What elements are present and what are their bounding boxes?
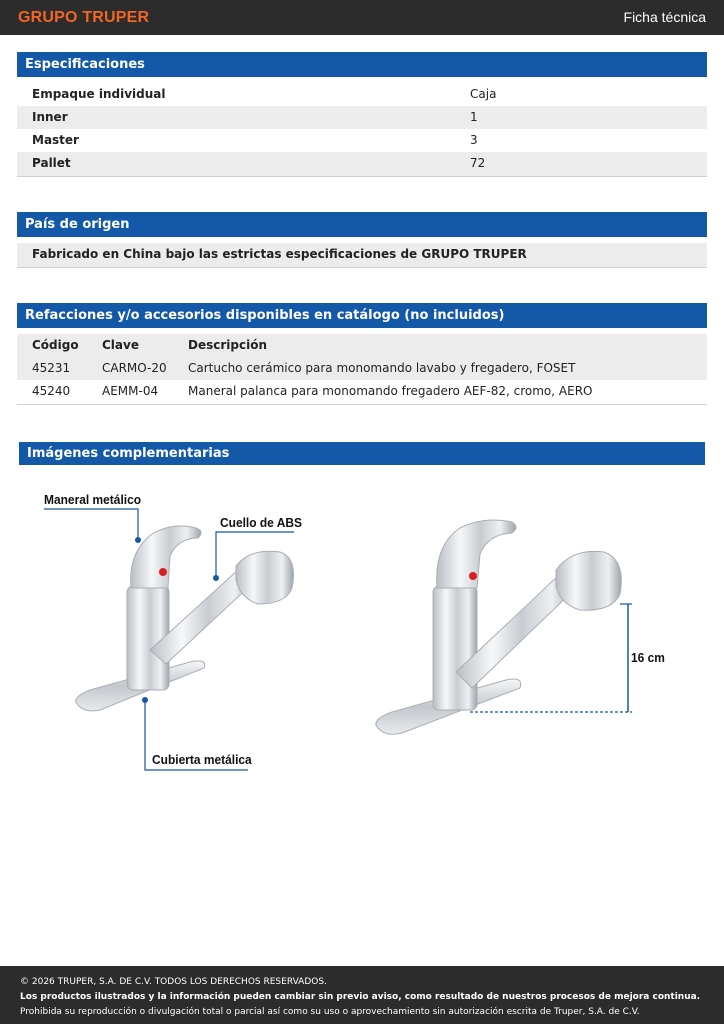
brand-logo: GRUPO TRUPER xyxy=(18,9,150,26)
faucet-left xyxy=(76,526,294,711)
callout-neck: Cuello de ABS xyxy=(220,515,302,530)
column-header-key: Clave xyxy=(102,338,139,352)
parts-header-row xyxy=(17,334,707,357)
origin-row xyxy=(17,243,707,268)
top-bar xyxy=(0,0,724,35)
spec-value: 1 xyxy=(470,110,478,124)
faucet-right xyxy=(376,520,621,734)
parts-section-title: Refacciones y/o accesorios disponibles en catálogo (no incluidos) xyxy=(17,303,707,328)
footer-legal: Prohibida su reproducción o divulgación total o parcial así como su uso o aprovechamiento sin autorización escrita de Truper, S.A. de C.V. xyxy=(20,1007,640,1017)
part-description: Cartucho cerámico para monomando lavabo y fregadero, FOSET xyxy=(188,361,576,375)
spec-row xyxy=(17,129,707,152)
footer xyxy=(0,966,724,1024)
column-header-description: Descripción xyxy=(188,338,267,352)
column-header-code: Código xyxy=(32,338,79,352)
part-description: Maneral palanca para monomando fregadero AEF-82, cromo, AERO xyxy=(188,384,593,398)
callout-handle: Maneral metálico xyxy=(44,492,142,507)
document-type: Ficha técnica xyxy=(623,9,706,25)
callout-deck: Cubierta metálica xyxy=(152,752,252,767)
spec-value: Caja xyxy=(470,87,497,101)
spec-row xyxy=(17,152,707,177)
height-label: 16 cm xyxy=(631,650,665,665)
spec-label: Master xyxy=(32,133,79,147)
faucet-callout-illustration xyxy=(0,470,724,790)
part-code: 45231 xyxy=(32,361,71,375)
origin-section-title: País de origen xyxy=(17,212,707,237)
spec-row xyxy=(17,83,707,106)
parts-row xyxy=(17,357,707,380)
specs-section-title: Especificaciones xyxy=(17,52,707,77)
spec-label: Inner xyxy=(32,110,68,124)
spec-label: Empaque individual xyxy=(32,87,166,101)
spec-value: 72 xyxy=(470,156,486,170)
part-key: CARMO-20 xyxy=(102,361,167,375)
parts-row xyxy=(17,380,707,405)
images-section-title: Imágenes complementarias xyxy=(19,442,705,465)
spec-row xyxy=(17,106,707,129)
spec-value: 3 xyxy=(470,133,478,147)
footer-copyright: © 2026 TRUPER, S.A. DE C.V. TODOS LOS DERECHOS RESERVADOS. xyxy=(20,977,327,987)
footer-notice: Los productos ilustrados y la información pueden cambiar sin previo aviso, como resultado de nuestros procesos de mejora continua. xyxy=(20,992,701,1002)
spec-label: Pallet xyxy=(32,156,71,170)
part-key: AEMM-04 xyxy=(102,384,159,398)
origin-text: Fabricado en China bajo las estrictas especificaciones de GRUPO TRUPER xyxy=(32,247,527,261)
part-code: 45240 xyxy=(32,384,71,398)
